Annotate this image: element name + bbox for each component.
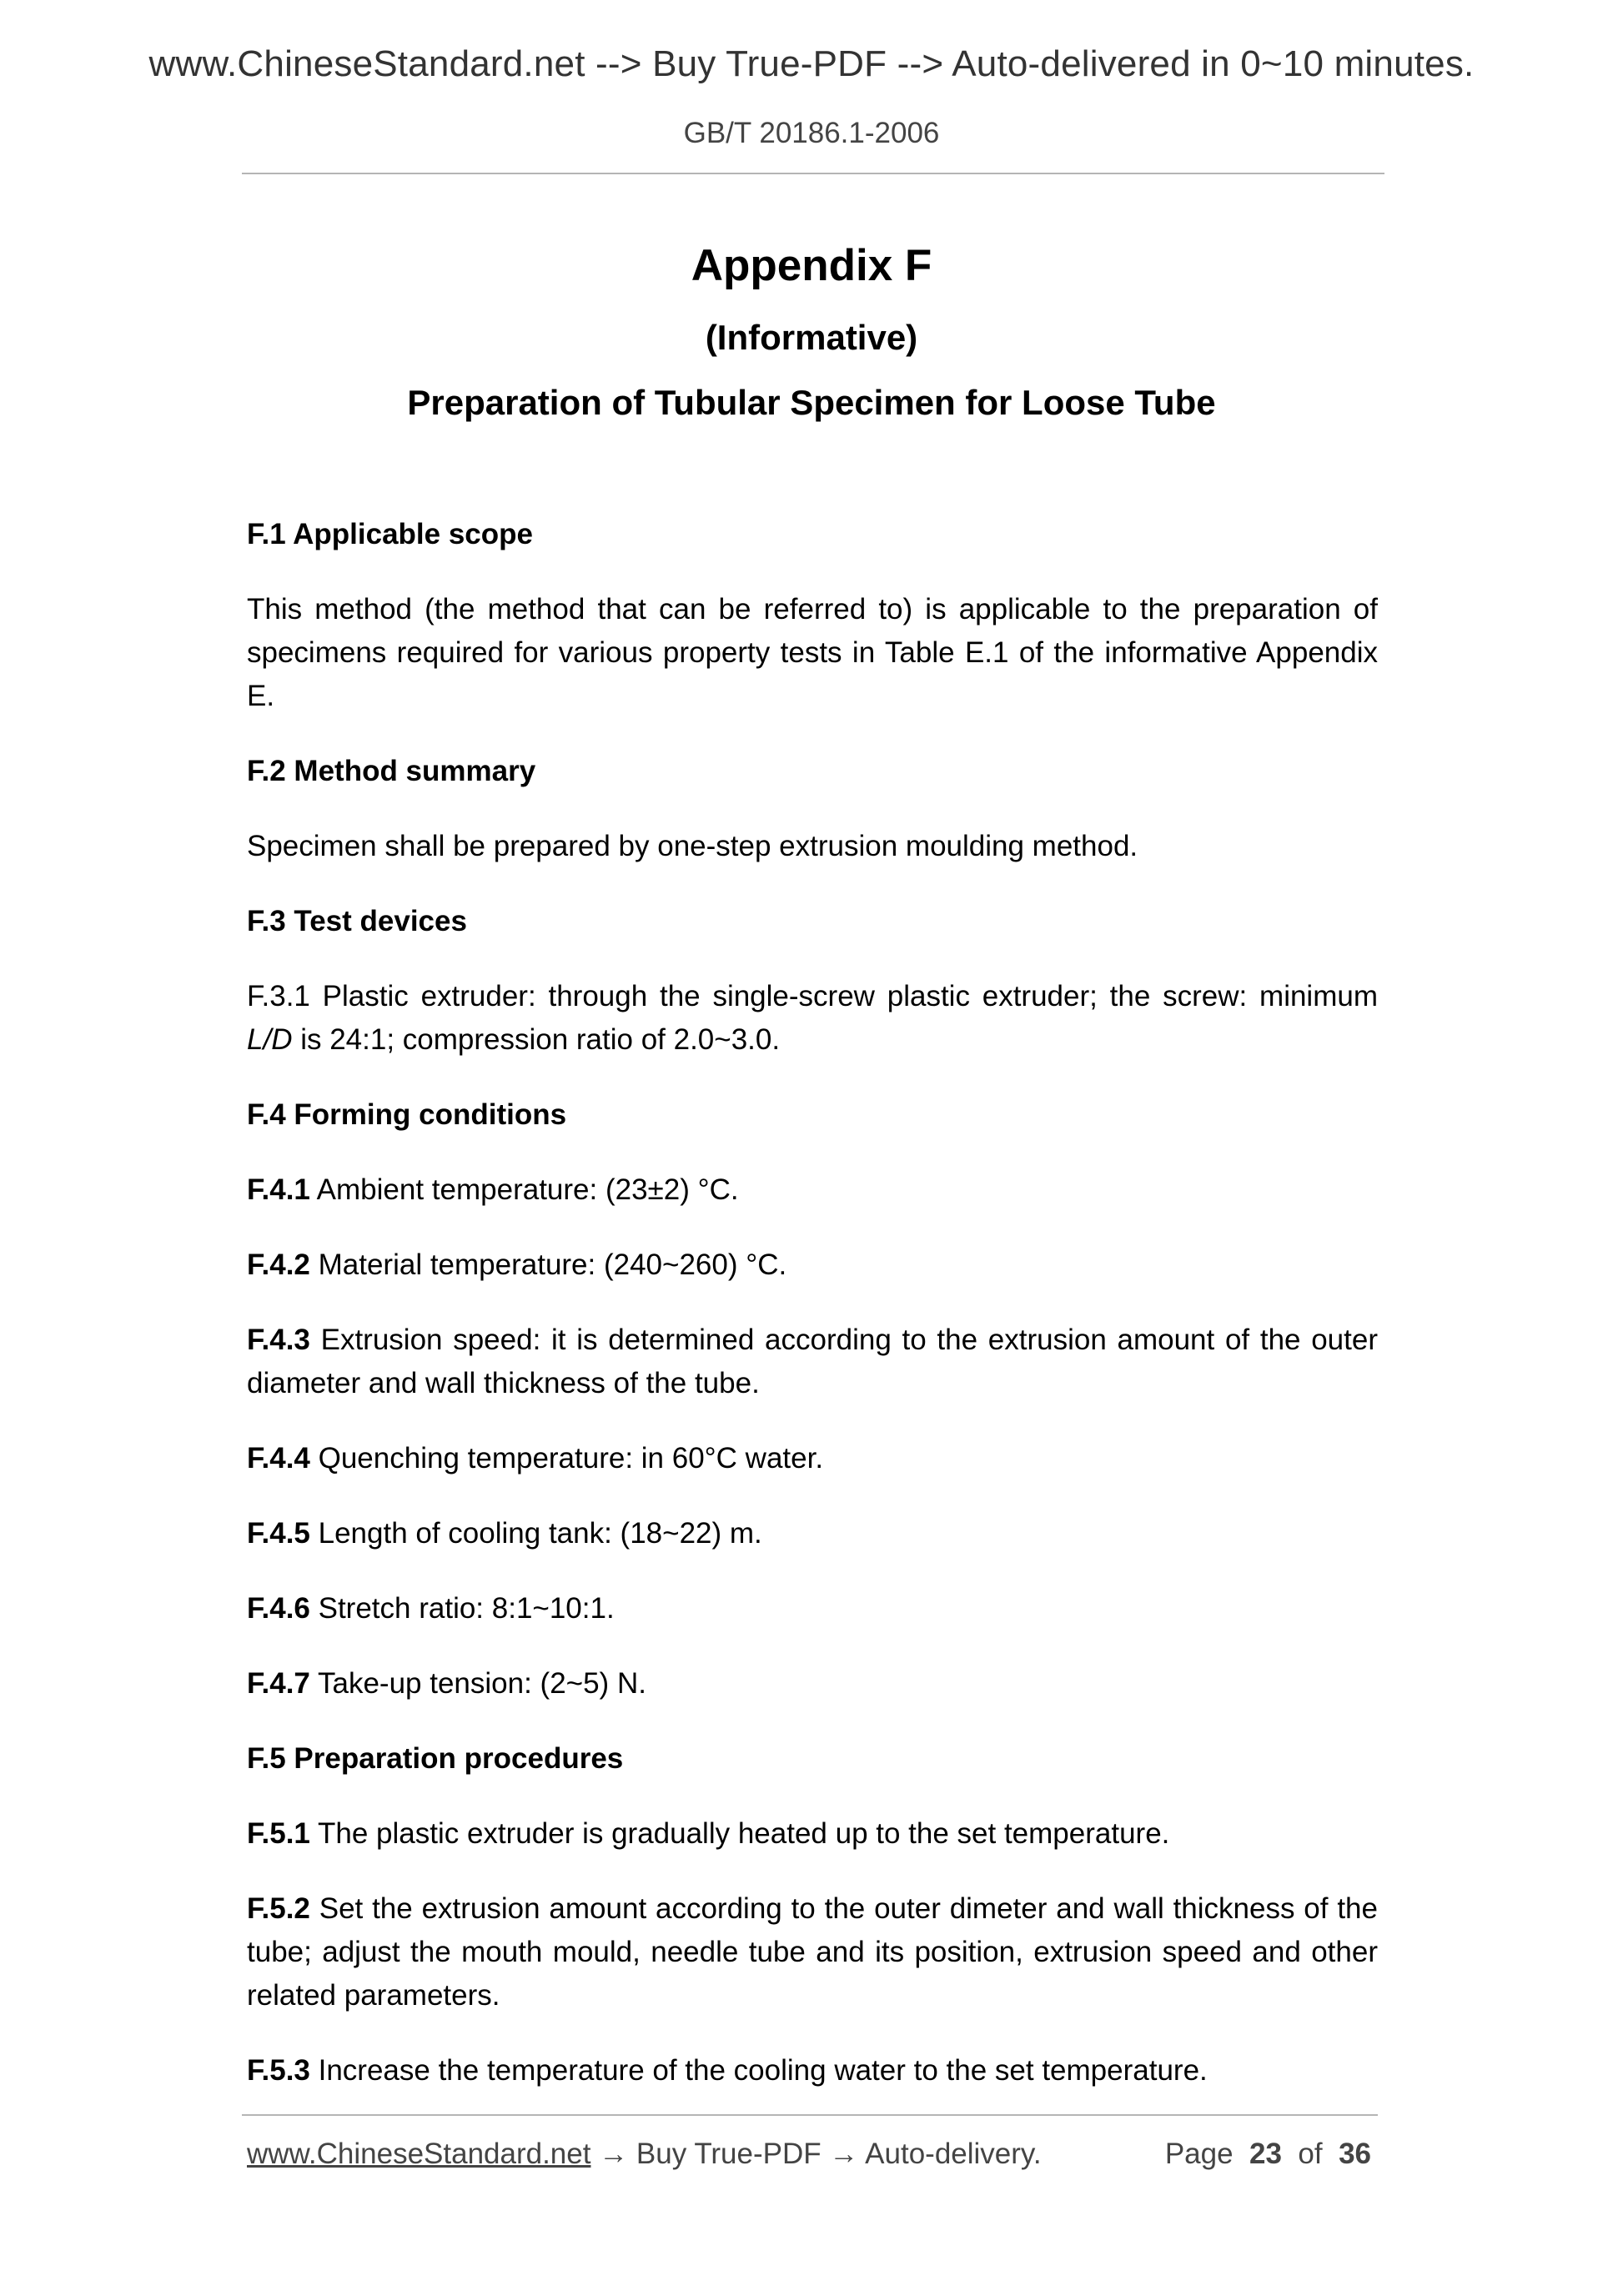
clause-number: F.4.7 (247, 1667, 310, 1700)
of-label: of (1298, 2138, 1323, 2170)
clause-number: F.4.5 (247, 1517, 310, 1550)
clause-text: Extrusion speed: it is determined according to the extrusion amount of the outer diameter and wall thickness of the tube. (247, 1324, 1378, 1399)
appendix-type: (Informative) (705, 318, 918, 357)
clause-f4-1 (247, 1168, 1378, 1212)
clause-f3-1-text-b: is 24:1; compression ratio of 2.0~3.0. (292, 1023, 781, 1056)
clause-number: F.4.1 (247, 1173, 310, 1206)
clause-f3-1-text-a: F.3.1 Plastic extruder: through the single-screw plastic extruder; the screw: minimum (247, 980, 1378, 1012)
clause-number: F.4.3 (247, 1324, 310, 1356)
ld-ratio-symbol: L/D (247, 1023, 293, 1056)
clause-f4-7 (247, 1662, 1378, 1706)
clause-number: F.4.6 (247, 1592, 310, 1625)
document-body (247, 513, 1378, 2124)
page-indicator (1165, 2138, 1371, 2171)
clause-text: Length of cooling tank: (18~22) m. (309, 1517, 762, 1550)
clause-f4-6 (247, 1587, 1378, 1630)
footer-link[interactable]: www.ChineseStandard.net (247, 2138, 591, 2170)
appendix-title: Appendix F (691, 241, 932, 290)
clause-number: F.5.1 (247, 1817, 310, 1850)
section-heading-f4: F.4 Forming conditions (247, 1098, 567, 1131)
page-number: 23 (1249, 2138, 1282, 2170)
clause-number: F.5.2 (247, 1892, 310, 1925)
clause-text: The plastic extruder is gradually heated up to the set temperature. (309, 1817, 1170, 1850)
page-footer (247, 2138, 1378, 2171)
clause-text: Increase the temperature of the cooling water to the set temperature. (309, 2054, 1208, 2087)
section-heading-f5: F.5 Preparation procedures (247, 1742, 624, 1775)
clause-text: Set the extrusion amount according to the outer dimeter and wall thickness of the tube; adjust the mouth mould, needle tube and its position, extrusion speed and other related parameters. (247, 1892, 1378, 2012)
clause-f4-5 (247, 1512, 1378, 1555)
clause-text: Stretch ratio: 8:1~10:1. (309, 1592, 615, 1625)
clause-f5-3 (247, 2049, 1378, 2093)
clause-text: Quenching temperature: in 60°C water. (309, 1442, 824, 1475)
page-label: Page (1164, 2138, 1234, 2170)
clause-f5-1 (247, 1812, 1378, 1856)
section-text-f2: Specimen shall be prepared by one-step extrusion moulding method. (247, 830, 1138, 862)
clause-f3-1 (247, 975, 1378, 1062)
section-heading-f3: F.3 Test devices (247, 905, 467, 937)
clause-f5-2 (247, 1887, 1378, 2017)
clause-number: F.4.2 (247, 1248, 310, 1281)
page-total: 36 (1339, 2138, 1371, 2170)
clause-text: Ambient temperature: (23±2) °C. (309, 1173, 739, 1206)
clause-f4-4 (247, 1437, 1378, 1480)
header-banner: www.ChineseStandard.net --> Buy True-PDF --> Auto-delivered in 0~10 minutes. (148, 43, 1475, 84)
section-heading-f1: F.1 Applicable scope (247, 518, 533, 550)
header-divider (242, 173, 1384, 174)
clause-text: Material temperature: (240~260) °C. (309, 1248, 787, 1281)
standard-number: GB/T 20186.1-2006 (683, 117, 940, 149)
section-text-f1: This method (the method that can be referred to) is applicable to the preparation of specimens required for various property tests in Table E.1 of the informative Appendix E. (247, 593, 1378, 712)
appendix-subject: Preparation of Tubular Specimen for Loose Tube (407, 383, 1216, 422)
clause-f4-3 (247, 1319, 1378, 1405)
footer-divider (242, 2114, 1378, 2116)
footer-tagline: → Buy True-PDF → Auto-delivery. (590, 2138, 1042, 2170)
clause-text: Take-up tension: (2~5) N. (309, 1667, 646, 1700)
clause-f4-2 (247, 1243, 1378, 1287)
clause-number: F.4.4 (247, 1442, 310, 1475)
section-heading-f2: F.2 Method summary (247, 755, 536, 787)
clause-number: F.5.3 (247, 2054, 310, 2087)
